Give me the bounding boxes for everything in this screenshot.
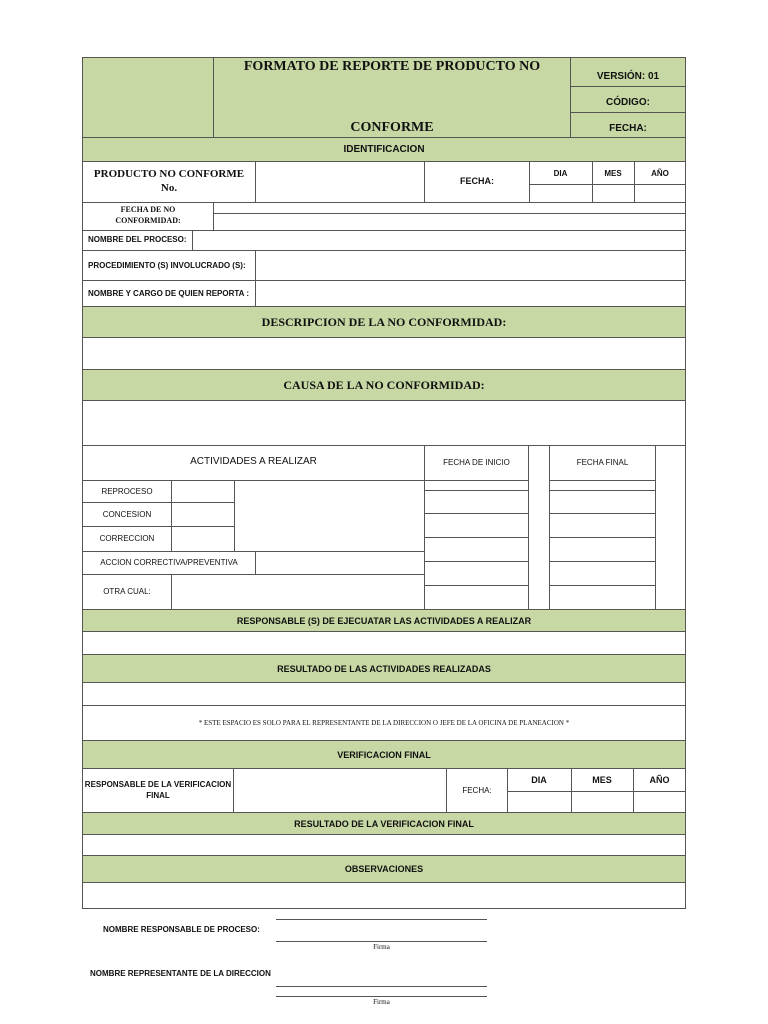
pnc-label-line2: No. xyxy=(160,182,178,194)
resultado-verificacion-field[interactable] xyxy=(82,834,686,856)
responsables-field[interactable] xyxy=(82,631,686,655)
verif-mes-label: MES xyxy=(592,775,612,785)
pnc-mes-field[interactable] xyxy=(593,185,633,202)
verificacion-header: VERIFICACION FINAL xyxy=(82,740,686,769)
version-label: VERSIÓN: 01 xyxy=(596,70,660,82)
representante-label: NOMBRE REPRESENTANTE DE LA DIRECCION xyxy=(90,969,271,978)
accion-label: ACCION CORRECTIVA/PREVENTIVA xyxy=(100,557,238,567)
pnc-mes-label: MES xyxy=(604,168,622,178)
procedimiento-label: PROCEDIMIENTO (S) INVOLUCRADO (S): xyxy=(88,261,246,270)
pnc-fecha-label: FECHA: xyxy=(460,176,494,186)
reproceso-label: REPROCESO xyxy=(101,486,153,496)
verif-fecha-label: FECHA: xyxy=(462,785,492,795)
verif-ano-label: AÑO xyxy=(649,775,670,785)
reporta-field[interactable] xyxy=(256,281,685,306)
pnc-dia-label: DIA xyxy=(553,168,568,178)
firma2-label: Firma xyxy=(373,998,390,1006)
resultado-field[interactable] xyxy=(82,682,686,706)
proceso-label: NOMBRE DEL PROCESO: xyxy=(88,235,187,244)
verif-mes-field[interactable] xyxy=(572,792,632,812)
reporta-label: NOMBRE Y CARGO DE QUIEN REPORTA : xyxy=(88,289,250,298)
responsable-proceso-label: NOMBRE RESPONSABLE DE PROCESO: xyxy=(103,925,260,934)
fecha-final-label: FECHA FINAL xyxy=(576,457,629,467)
concesion-label: CONCESION xyxy=(102,509,152,519)
code-label: CÓDIGO: xyxy=(606,96,650,108)
causa-header: CAUSA DE LA NO CONFORMIDAD: xyxy=(82,369,686,401)
accion-field[interactable] xyxy=(256,552,424,574)
verif-dia-label: DIA xyxy=(531,775,547,785)
descripcion-header: DESCRIPCION DE LA NO CONFORMIDAD: xyxy=(82,306,686,338)
observaciones-header: OBSERVACIONES xyxy=(82,855,686,883)
representante-signature-field[interactable] xyxy=(276,976,487,996)
firma1-label: Firma xyxy=(373,943,390,951)
pnc-label-line1: PRODUCTO NO CONFORME xyxy=(93,168,245,180)
fecha-nc-field[interactable] xyxy=(214,214,685,230)
verif-dia-field[interactable] xyxy=(508,792,570,812)
resultado-verificacion-header: RESULTADO DE LA VERIFICACION FINAL xyxy=(82,812,686,835)
actividades-description-field[interactable] xyxy=(235,481,424,551)
form-title-line1: FORMATO DE REPORTE DE PRODUCTO NO xyxy=(243,59,541,74)
header-date-label: FECHA: xyxy=(609,122,647,134)
pnc-dia-field[interactable] xyxy=(530,185,591,202)
verif-ano-field[interactable] xyxy=(634,792,685,812)
fecha-nc-label-line2: CONFORMIDAD: xyxy=(115,215,181,225)
correccion-check[interactable] xyxy=(172,527,234,551)
verif-responsable-line1: RESPONSABLE DE LA VERIFICACION xyxy=(84,779,232,789)
correccion-label: CORRECCION xyxy=(99,533,155,543)
observaciones-field[interactable] xyxy=(82,882,686,909)
identificacion-header: IDENTIFICACION xyxy=(82,137,686,162)
descripcion-field[interactable] xyxy=(82,337,686,370)
form-title-line2: CONFORME xyxy=(350,120,434,135)
verif-responsable-line2: FINAL xyxy=(146,790,170,800)
causa-field[interactable] xyxy=(82,400,686,446)
pnc-ano-label: AÑO xyxy=(651,168,669,178)
fecha-inicio-label: FECHA DE INICIO xyxy=(443,457,510,467)
resultado-note: * ESTE ESPACIO ES SOLO PARA EL REPRESENTANTE DE LA DIRECCION O JEFE DE LA OFICINA DE PLANEACION * xyxy=(82,705,686,741)
fecha-nc-label-line1: FECHA DE NO xyxy=(120,204,176,214)
otra-label: OTRA CUAL: xyxy=(103,586,151,596)
responsables-header: RESPONSABLE (S) DE EJECUATAR LAS ACTIVIDADES A REALIZAR xyxy=(82,609,686,632)
pnc-ano-field[interactable] xyxy=(635,185,685,202)
concesion-check[interactable] xyxy=(172,503,234,526)
proceso-field[interactable] xyxy=(193,231,685,250)
pnc-number-field[interactable] xyxy=(256,162,423,202)
actividades-title: ACTIVIDADES A REALIZAR xyxy=(190,455,317,467)
responsable-proceso-signature-field[interactable] xyxy=(276,920,487,941)
resultado-header: RESULTADO DE LAS ACTIVIDADES REALIZADAS xyxy=(82,654,686,683)
otra-field[interactable] xyxy=(172,575,424,609)
reproceso-check[interactable] xyxy=(172,481,234,502)
procedimiento-field[interactable] xyxy=(256,251,685,280)
verif-responsable-field[interactable] xyxy=(234,769,446,812)
